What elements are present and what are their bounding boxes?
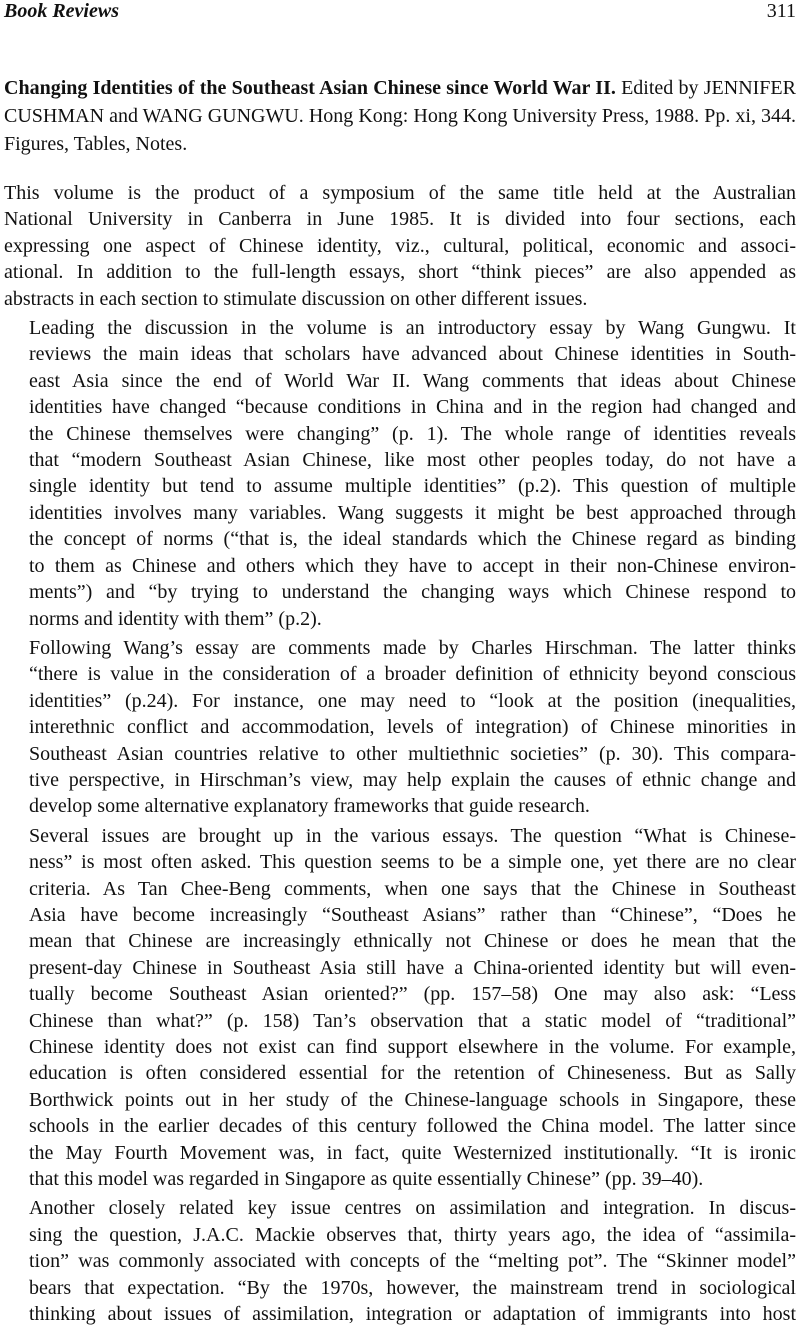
text-line: tually become Southeast Asian oriented?” (pp. 157–58) One may also ask: “Less: [29, 983, 796, 1006]
text-line: ness” is most often asked. This question seems to be a simple one, yet there are no clear: [29, 851, 796, 874]
text-line: expressing one aspect of Chinese identity, viz., cultural, political, economic and associ-: [4, 234, 796, 257]
text-line: Borthwick points out in her study of the Chinese-language schools in Singapore, these: [29, 1088, 796, 1111]
book-title: Changing Identities of the Southeast Asian Chinese since World War II.: [4, 77, 616, 99]
text-line: mean that Chinese are increasingly ethnically not Chinese or does he mean that the: [29, 930, 796, 953]
text-line: east Asia since the end of World War II. Wang comments that ideas about Chinese: [29, 369, 796, 392]
text-line: Asia have become increasingly “Southeast Asians” rather than “Chinese”, “Does he: [29, 903, 796, 926]
body-paragraph: [4, 180, 796, 312]
text-line: the Chinese themselves were changing” (p. 1). The whole range of identities reveals: [29, 422, 796, 445]
text-line: norms and identity with them” (p.2).: [29, 607, 322, 630]
text-line: education is often considered essential for the retention of Chineseness. But as Sally: [29, 1062, 796, 1085]
text-line: “there is value in the consideration of a broader definition of ethnicity beyond conscious: [29, 663, 796, 686]
text-line: Another closely related key issue centres on assimilation and integration. In discus-: [29, 1197, 796, 1220]
text-line: criteria. As Tan Chee-Beng comments, when one says that the Chinese in Southeast: [29, 877, 796, 900]
text-line: schools in the earlier decades of this century followed the China model. The latter since: [29, 1115, 796, 1138]
text-line: to them as Chinese and others which they have to accept in their non-Chinese environ-: [29, 554, 796, 577]
text-line: identities” (p.24). For instance, one may need to “look at the position (inequalities,: [29, 689, 796, 712]
text-line: present-day Chinese in Southeast Asia still have a China-oriented identity but will even-: [29, 956, 796, 979]
text-line: that “modern Southeast Asian Chinese, like most other peoples today, do not have a: [29, 449, 796, 472]
text-line: Southeast Asian countries relative to other multiethnic societies” (p. 30). This compara-: [29, 742, 796, 765]
text-line: tion” was commonly associated with concepts of the “melting pot”. The “Skinner model”: [29, 1250, 796, 1273]
page-header: [4, 0, 796, 30]
running-head: Book Reviews: [4, 0, 119, 22]
text-line: reviews the main ideas that scholars have advanced about Chinese identities in South-: [29, 343, 796, 366]
body-paragraph: [4, 315, 796, 632]
body-paragraph: [4, 635, 796, 820]
book-details: Edited by JENNIFER CUSHMAN and WANG GUNGWU. Hong Kong: Hong Kong University Press, 1988. Pp. xi, 344. Figures, Tables, Notes.: [4, 77, 796, 155]
text-line: single identity but tend to assume multiple identities” (p.2). This question of multiple: [29, 475, 796, 498]
text-line: the concept of norms (“that is, the ideal standards which the Chinese regard as binding: [29, 528, 796, 551]
text-line: tive perspective, in Hirschman’s view, may help explain the causes of ethnic change and: [29, 768, 796, 791]
text-line: Chinese identity does not exist can find support elsewhere in the volume. For example,: [29, 1036, 796, 1058]
text-line: sing the question, J.A.C. Mackie observes that, thirty years ago, the idea of “assimila-: [29, 1223, 796, 1246]
text-line: ments”) and “by trying to understand the changing ways which Chinese respond to: [29, 581, 796, 604]
text-line: Following Wang’s essay are comments made by Charles Hirschman. The latter thinks: [29, 636, 796, 659]
text-line: Chinese than what?” (p. 158) Tan’s observation that a static model of “traditional”: [29, 1009, 796, 1032]
text-line: interethnic conflict and accommodation, levels of integration) of Chinese minorities in: [29, 716, 796, 739]
page-number: 311: [766, 0, 796, 22]
text-line: National University in Canberra in June 1985. It is divided into four sections, each: [4, 208, 796, 231]
text-line: This volume is the product of a symposium of the same title held at the Australian: [4, 182, 796, 204]
text-line: bears that expectation. “By the 1970s, however, the mainstream trend in sociological: [29, 1276, 796, 1299]
text-line: identities have changed “because conditions in China and in the region had changed and: [29, 396, 796, 419]
text-line: identities involves many variables. Wang suggests it might be best approached through: [29, 501, 796, 524]
text-line: ational. In addition to the full-length essays, short “think pieces” are also appended as: [4, 261, 796, 284]
text-line: the May Fourth Movement was, in fact, quite Westernized institutionally. “It is ironic: [29, 1141, 796, 1164]
text-line: that this model was regarded in Singapore as quite essentially Chinese” (pp. 39–40).: [29, 1168, 704, 1191]
body-paragraph: [4, 823, 796, 1193]
text-line: thinking about issues of assimilation, integration or adaptation of immigrants into host: [29, 1303, 796, 1326]
text-line: Several issues are brought up in the various essays. The question “What is Chinese-: [29, 824, 796, 847]
review-body: [4, 180, 796, 1327]
body-paragraph: [4, 1195, 796, 1327]
text-line: develop some alternative explanatory frameworks that guide research.: [29, 795, 590, 818]
book-citation: [4, 74, 796, 158]
text-line: Leading the discussion in the volume is an introductory essay by Wang Gungwu. It: [29, 317, 796, 340]
text-line: abstracts in each section to stimulate discussion on other different issues.: [4, 287, 588, 310]
